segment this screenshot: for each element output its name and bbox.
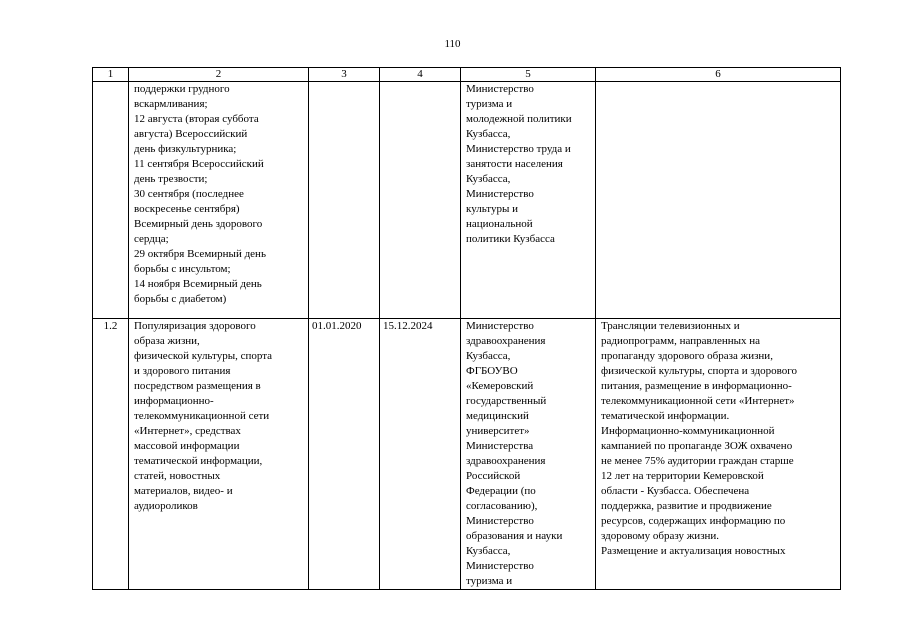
start-date-cell (309, 82, 380, 319)
row-number-cell: 1.2 (93, 319, 129, 590)
table-header-row (93, 68, 841, 82)
header-cell-3: 3 (309, 68, 380, 82)
executors-cell: Министерство здравоохранения Кузбасса, ФГБОУВО «Кемеровский государственный медицинский университет» Министерства здравоохранения Российской Федерации (по согласованию), Министерство образования и науки Кузбасса, Министерство туризма и (461, 319, 596, 590)
header-cell-2: 2 (129, 68, 309, 82)
page-number: 110 (444, 38, 461, 50)
activity-cell: Популяризация здорового образа жизни, физической культуры, спорта и здорового питания посредством размещения в информационно- телекоммуникационной сети «Интернет», средствах массовой информации тематической информации, статей, новостных материалов, видео- и аудиороликов (129, 319, 309, 590)
table-row (93, 319, 841, 590)
end-date-cell: 15.12.2024 (380, 319, 461, 590)
plan-table (92, 67, 841, 590)
end-date-cell (380, 82, 461, 319)
result-cell (596, 82, 841, 319)
executors-cell: Министерство туризма и молодежной политики Кузбасса, Министерство труда и занятости населения Кузбасса, Министерство культуры и национальной политики Кузбасса (461, 82, 596, 319)
result-cell: Трансляции телевизионных и радиопрограмм, направленных на пропаганду здорового образа жизни, физической культуры, спорта и здорового питания, размещение в информационно- телекоммуникационной сети «Интернет» тематической информации. Информационно-коммуникационной кампанией по пропаганде ЗОЖ охвачено не менее 75% аудитории граждан старше 12 лет на территории Кемеровской области - Кузбасса. Обеспечена поддержка, развитие и продвижение ресурсов, содержащих информацию по здоровому образу жизни. Размещение и актуализация новостных (596, 319, 841, 590)
header-cell-4: 4 (380, 68, 461, 82)
table-row (93, 82, 841, 319)
row-number-cell (93, 82, 129, 319)
header-cell-5: 5 (461, 68, 596, 82)
header-cell-1: 1 (93, 68, 129, 82)
header-cell-6: 6 (596, 68, 841, 82)
activity-cell: поддержки грудного вскармливания; 12 августа (вторая суббота августа) Всероссийский день физкультурника; 11 сентября Всероссийский день трезвости; 30 сентября (последнее воскресенье сентября) Всемирный день здорового сердца; 29 октября Всемирный день борьбы с инсультом; 14 ноября Всемирный день борьбы с диабетом) (129, 82, 309, 319)
start-date-cell: 01.01.2020 (309, 319, 380, 590)
